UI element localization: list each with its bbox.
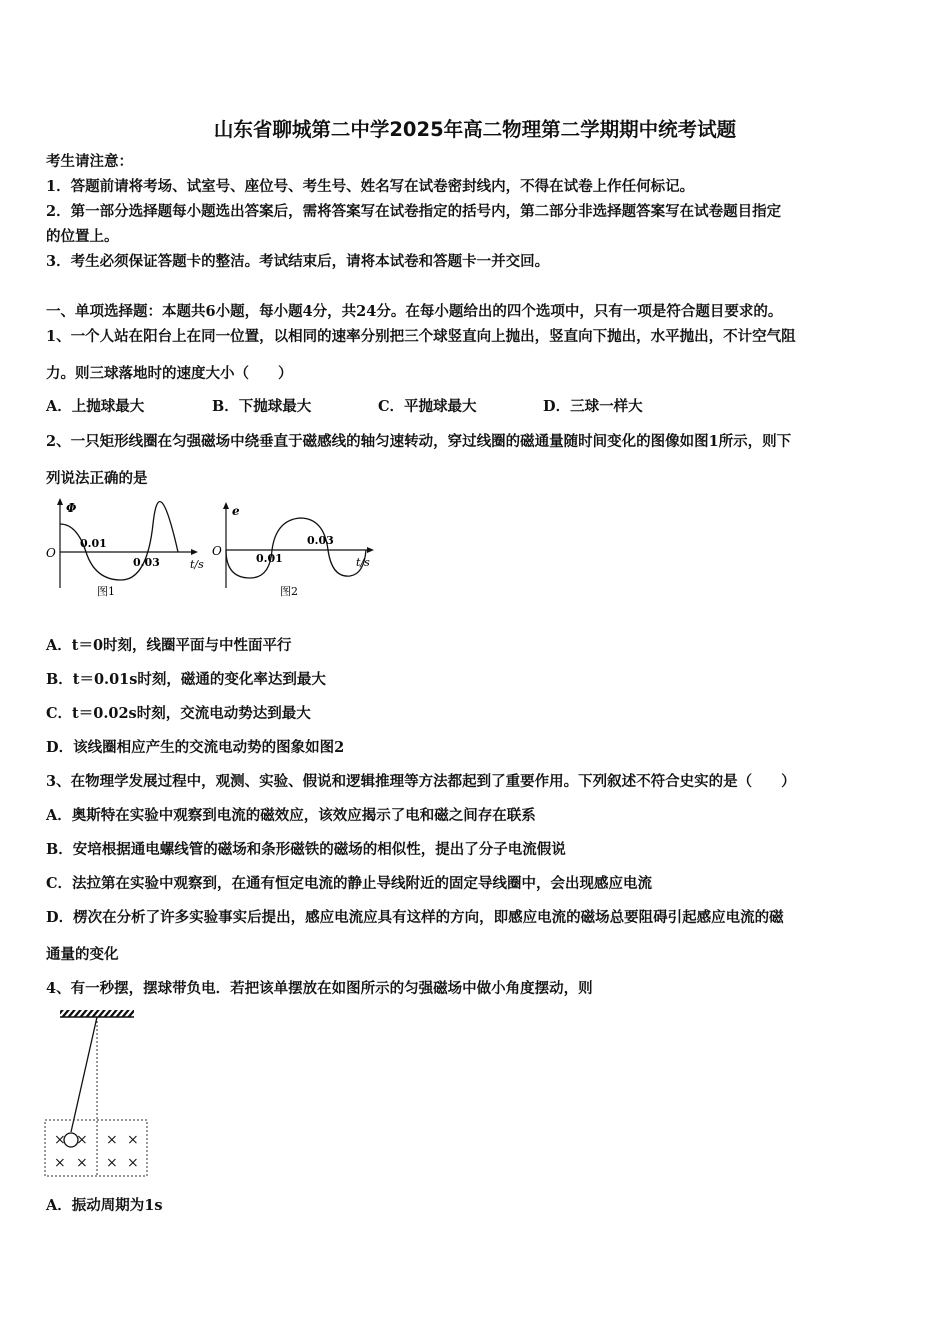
pendulum-string	[71, 1017, 97, 1132]
tick-label-001: 0.01	[256, 552, 283, 565]
y-axis-arrow	[223, 502, 229, 509]
q1-option-c: C．平抛球最大	[378, 398, 477, 415]
tick-label-001: 0.01	[80, 537, 107, 550]
question-2-line: 列说法正确的是	[46, 470, 148, 487]
question-1-line: 1、一个人站在阳台上在同一位置，以相同的速率分别把三个球竖直向上抛出，竖直向下抛出，水平抛出，不计空气阻	[46, 328, 796, 345]
q2-option-b: B．t＝0.01s时刻，磁通的变化率达到最大	[46, 671, 326, 688]
y-label: e	[232, 504, 240, 518]
q1-option-b: B．下抛球最大	[212, 398, 312, 415]
section-heading: 一、单项选择题：本题共6小题，每小题4分，共24分。在每小题给出的四个选项中，只有一项是符合题目要求的。	[46, 303, 783, 320]
y-axis-arrow	[57, 498, 63, 505]
notice-item: 的位置上。	[46, 228, 119, 245]
x-label: t/s	[356, 556, 370, 569]
origin-label: O	[212, 544, 222, 558]
question-3-line: 3、在物理学发展过程中，观测、实验、假说和逻辑推理等方法都起到了重要作用。下列叙述不符合史实的是（ ）	[46, 773, 796, 790]
ceiling-hatch	[60, 1010, 134, 1017]
q2-option-a: A．t＝0时刻，线圈平面与中性面平行	[46, 637, 292, 654]
field-cross: ×	[106, 1155, 118, 1171]
pendulum-figure	[42, 1004, 154, 1180]
figure-1-flux-graph	[44, 496, 214, 602]
flux-curve	[60, 502, 178, 580]
notice-item: 2．第一部分选择题每小题选出答案后，需将答案写在试卷指定的括号内，第二部分非选择题答案写在试卷题目指定	[46, 203, 782, 220]
field-cross: ×	[54, 1155, 66, 1171]
field-cross: ×	[76, 1132, 88, 1148]
q4-option-a: A．振动周期为1s	[46, 1197, 163, 1214]
tick-label-003: 0.03	[307, 534, 334, 547]
y-label: Φ	[66, 501, 77, 515]
q3-option-c: C．法拉第在实验中观察到，在通有恒定电流的静止导线附近的固定导线圈中，会出现感应电流	[46, 875, 653, 892]
tick-label-003: 0.03	[133, 556, 160, 569]
notice-item: 1．答题前请将考场、试室号、座位号、考生号、姓名写在试卷密封线内，不得在试卷上作任何标记。	[46, 178, 695, 195]
notice-heading: 考生请注意：	[46, 153, 133, 170]
figure-caption: 图2	[280, 585, 298, 598]
q1-option-d: D．三球一样大	[543, 398, 643, 415]
x-label: t/s	[190, 558, 204, 571]
question-1-line: 力。则三球落地时的速度大小（ ）	[46, 365, 293, 382]
emf-curve	[226, 518, 366, 578]
x-axis-arrow	[367, 547, 374, 553]
x-axis-arrow	[191, 549, 198, 555]
q3-option-d: D．楞次在分析了许多实验事实后提出，感应电流应具有这样的方向，即感应电流的磁场总要阻碍引起感应电流的磁	[46, 909, 784, 926]
figure-caption: 图1	[97, 585, 115, 598]
q1-option-a: A．上抛球最大	[46, 398, 145, 415]
field-cross: ×	[127, 1155, 139, 1171]
field-cross: ×	[127, 1132, 139, 1148]
question-2-line: 2、一只矩形线圈在匀强磁场中绕垂直于磁感线的轴匀速转动，穿过线圈的磁通量随时间变化的图像如图1所示，则下	[46, 433, 792, 450]
q3-option-d-cont: 通量的变化	[46, 946, 119, 963]
question-4-line: 4、有一秒摆，摆球带负电．若把该单摆放在如图所示的匀强磁场中做小角度摆动，则	[46, 980, 593, 997]
q3-option-b: B．安培根据通电螺线管的磁场和条形磁铁的磁场的相似性，提出了分子电流假说	[46, 841, 566, 858]
field-cross: ×	[54, 1132, 66, 1148]
page-title: 山东省聊城第二中学2025年高二物理第二学期期中统考试题	[213, 118, 737, 141]
notice-item: 3．考生必须保证答题卡的整洁。考试结束后，请将本试卷和答题卡一并交回。	[46, 253, 550, 270]
field-cross: ×	[76, 1155, 88, 1171]
field-cross: ×	[106, 1132, 118, 1148]
figure-2-emf-graph	[210, 496, 382, 602]
q2-option-d: D．该线圈相应产生的交流电动势的图象如图2	[46, 739, 345, 756]
q2-option-c: C．t＝0.02s时刻，交流电动势达到最大	[46, 705, 311, 722]
q3-option-a: A．奥斯特在实验中观察到电流的磁效应，该效应揭示了电和磁之间存在联系	[46, 807, 536, 824]
origin-label: O	[46, 546, 56, 560]
